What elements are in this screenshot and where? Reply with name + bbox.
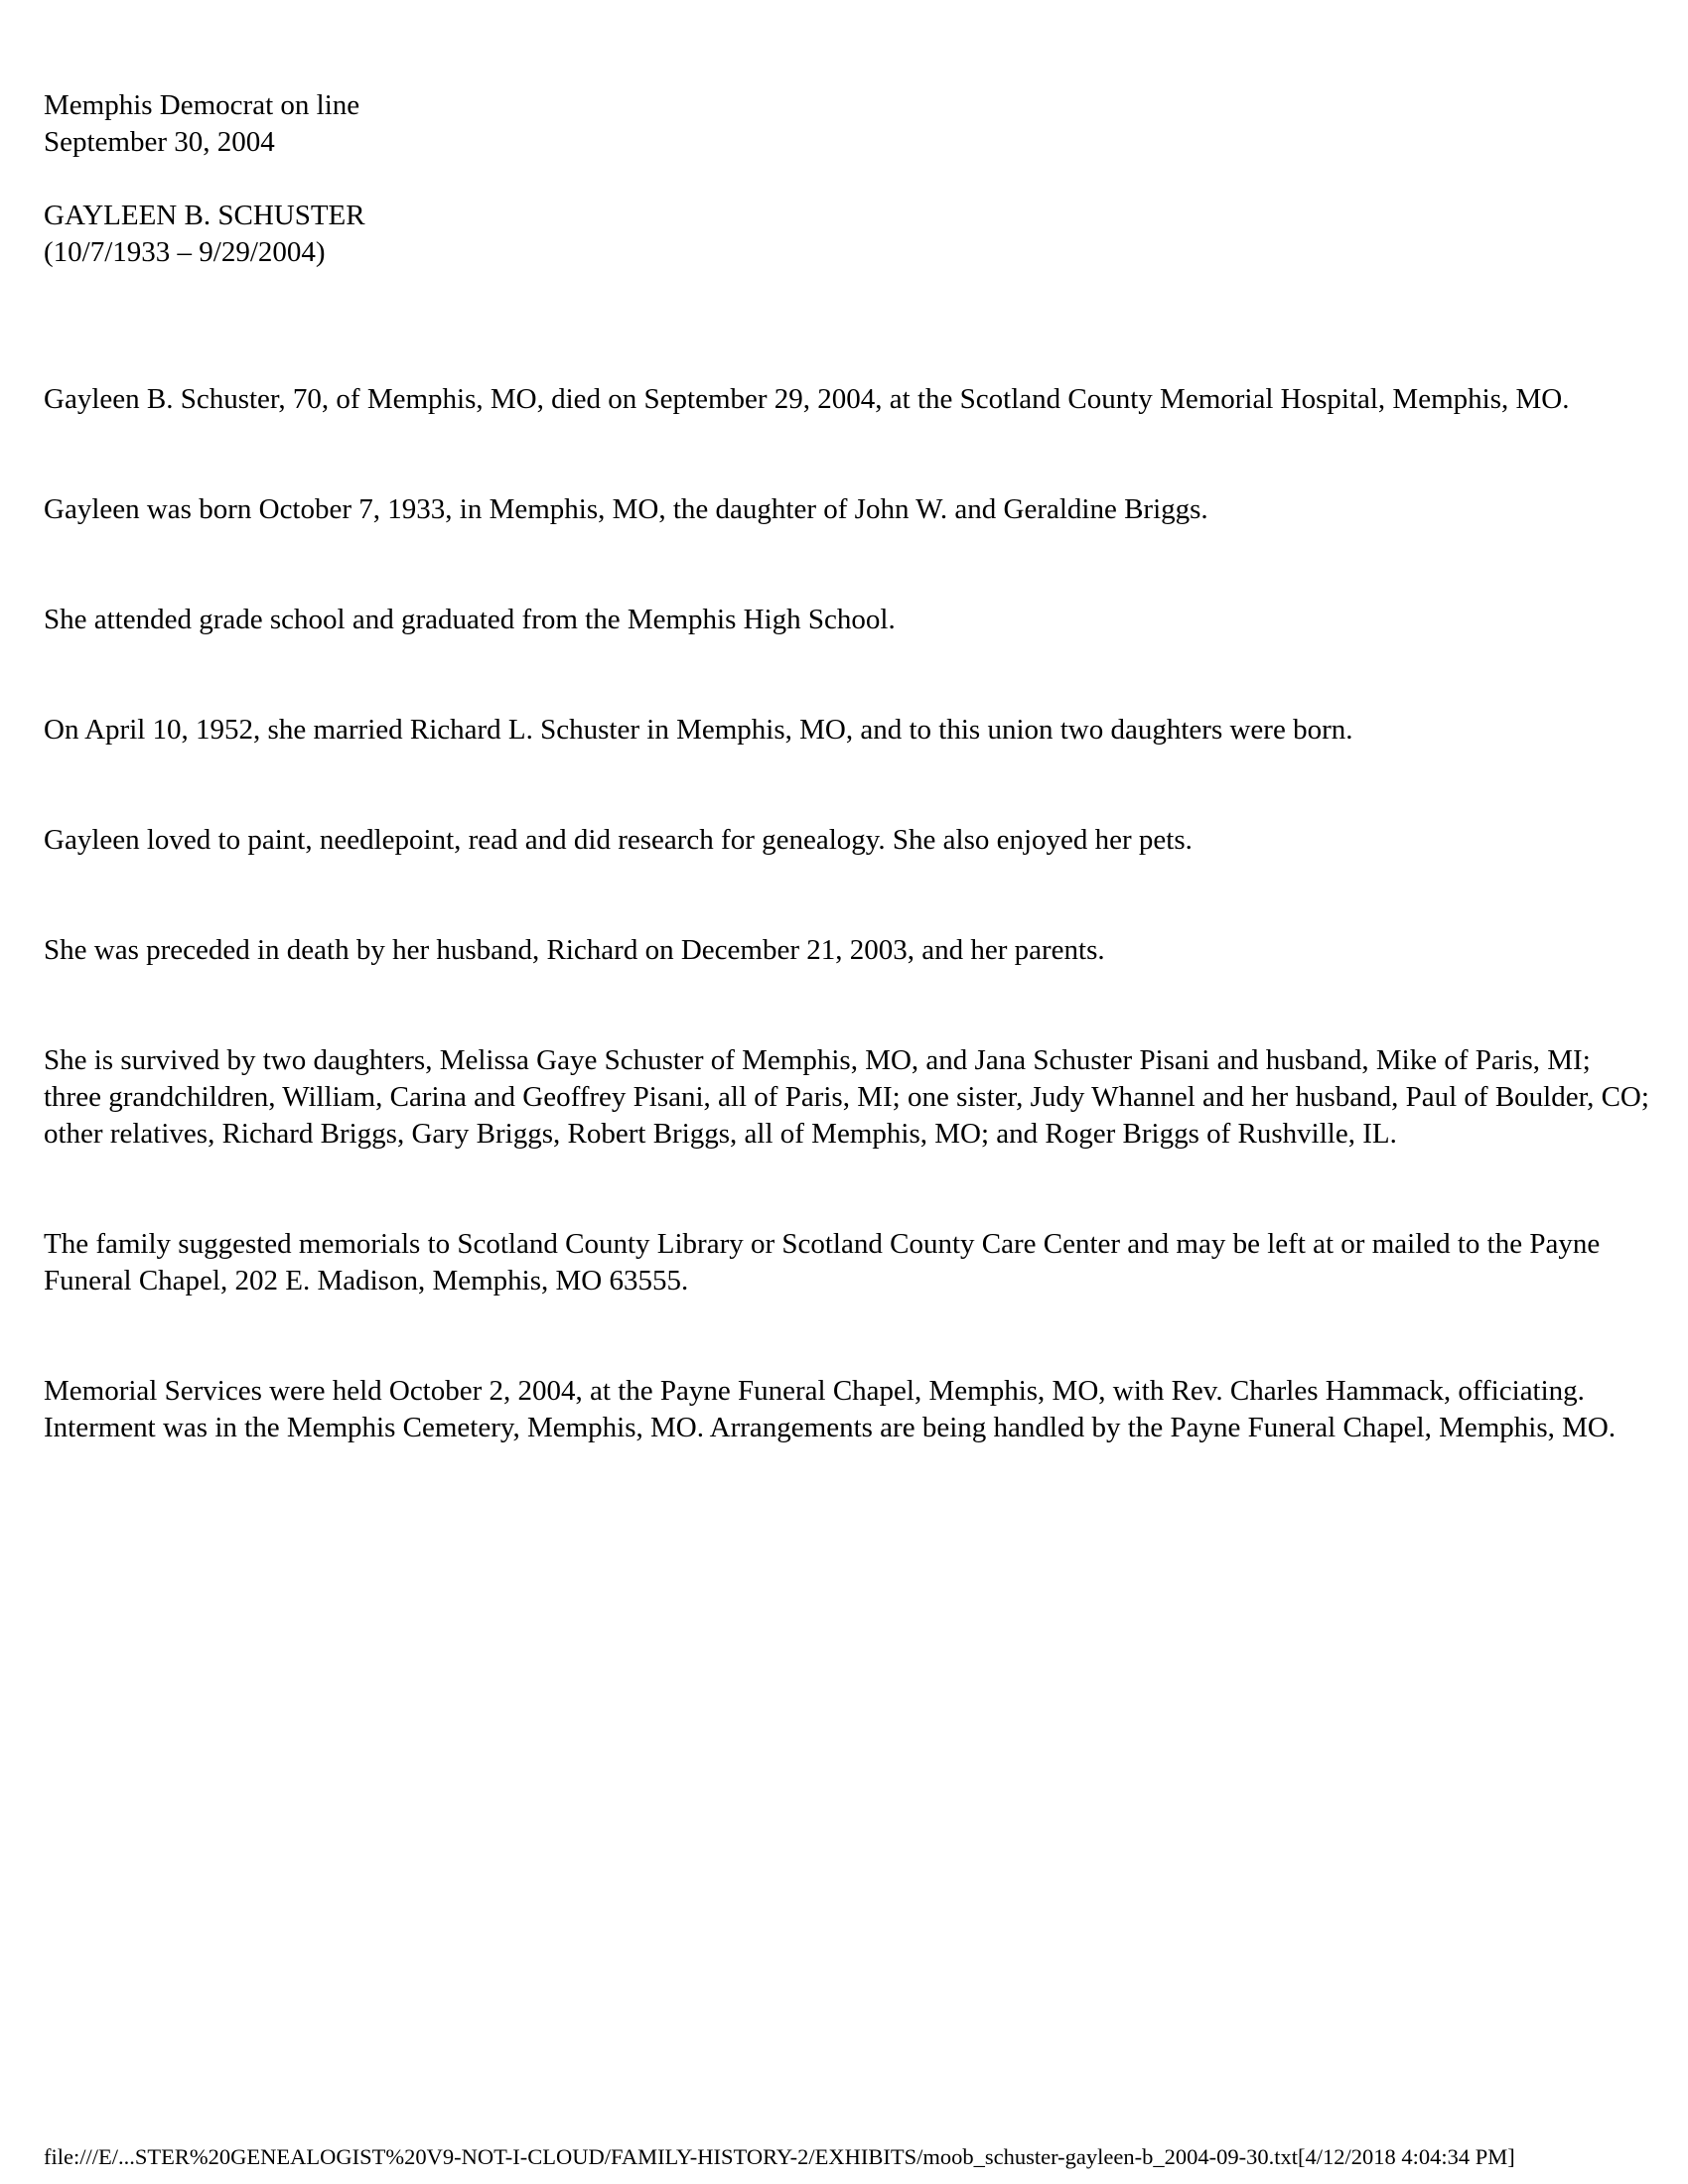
paragraph-hobbies: Gayleen loved to paint, needlepoint, read and did research for genealogy. She also enjoyed her pets. <box>44 824 1193 856</box>
paragraph-memorials: The family suggested memorials to Scotland County Library or Scotland County Care Center and may be left at or mailed to the Payne Funeral Chapel, 202 E. Madison, Memphis, MO 63555. <box>44 1228 1601 1297</box>
paragraph-services: Memorial Services were held October 2, 2004, at the Payne Funeral Chapel, Memphis, MO, with Rev. Charles Hammack, officiating. Interment was in the Memphis Cemetery, Memphis, MO. Arrangements are being handled by the Payne Funeral Chapel, Memphis, MO. <box>44 1375 1617 1443</box>
source-name: Memphis Democrat on line <box>44 89 360 121</box>
file-path-footer: file:///E/...STER%20GENEALOGIST%20V9-NOT-I-CLOUD/FAMILY-HISTORY-2/EXHIBITS/moob_schuster-gayleen-b_2004-09-30.txt[4/12/2018 4:04:34 PM] <box>44 2144 1515 2169</box>
paragraph-birth: Gayleen was born October 7, 1933, in Memphis, MO, the daughter of John W. and Geraldine Briggs. <box>44 493 1208 525</box>
paragraph-education: She attended grade school and graduated from the Memphis High School. <box>44 604 896 635</box>
paragraph-death-notice: Gayleen B. Schuster, 70, of Memphis, MO, died on September 29, 2004, at the Scotland County Memorial Hospital, Memphis, MO. <box>44 383 1570 415</box>
obituary-title <box>44 198 1652 271</box>
source-header <box>44 87 1652 161</box>
deceased-name: GAYLEEN B. SCHUSTER <box>44 200 365 231</box>
paragraph-preceded: She was preceded in death by her husband, Richard on December 21, 2003, and her parents. <box>44 934 1105 966</box>
paragraph-survivors: She is survived by two daughters, Melissa Gaye Schuster of Memphis, MO, and Jana Schuster Pisani and husband, Mike of Paris, MI; three grandchildren, William, Carina and Geoffrey Pisani, all of Paris, MI; one sister, Judy Whannel and her husband, Paul of Boulder, CO; other relatives, Richard Briggs, Gary Briggs, Robert Briggs, all of Memphis, MO; and Roger Briggs of Rushville, IL. <box>44 1044 1649 1150</box>
publication-date: September 30, 2004 <box>44 126 275 158</box>
document-body <box>44 87 1652 1446</box>
lifespan-dates: (10/7/1933 – 9/29/2004) <box>44 236 326 268</box>
paragraph-marriage: On April 10, 1952, she married Richard L. Schuster in Memphis, MO, and to this union two daughters were born. <box>44 714 1353 746</box>
